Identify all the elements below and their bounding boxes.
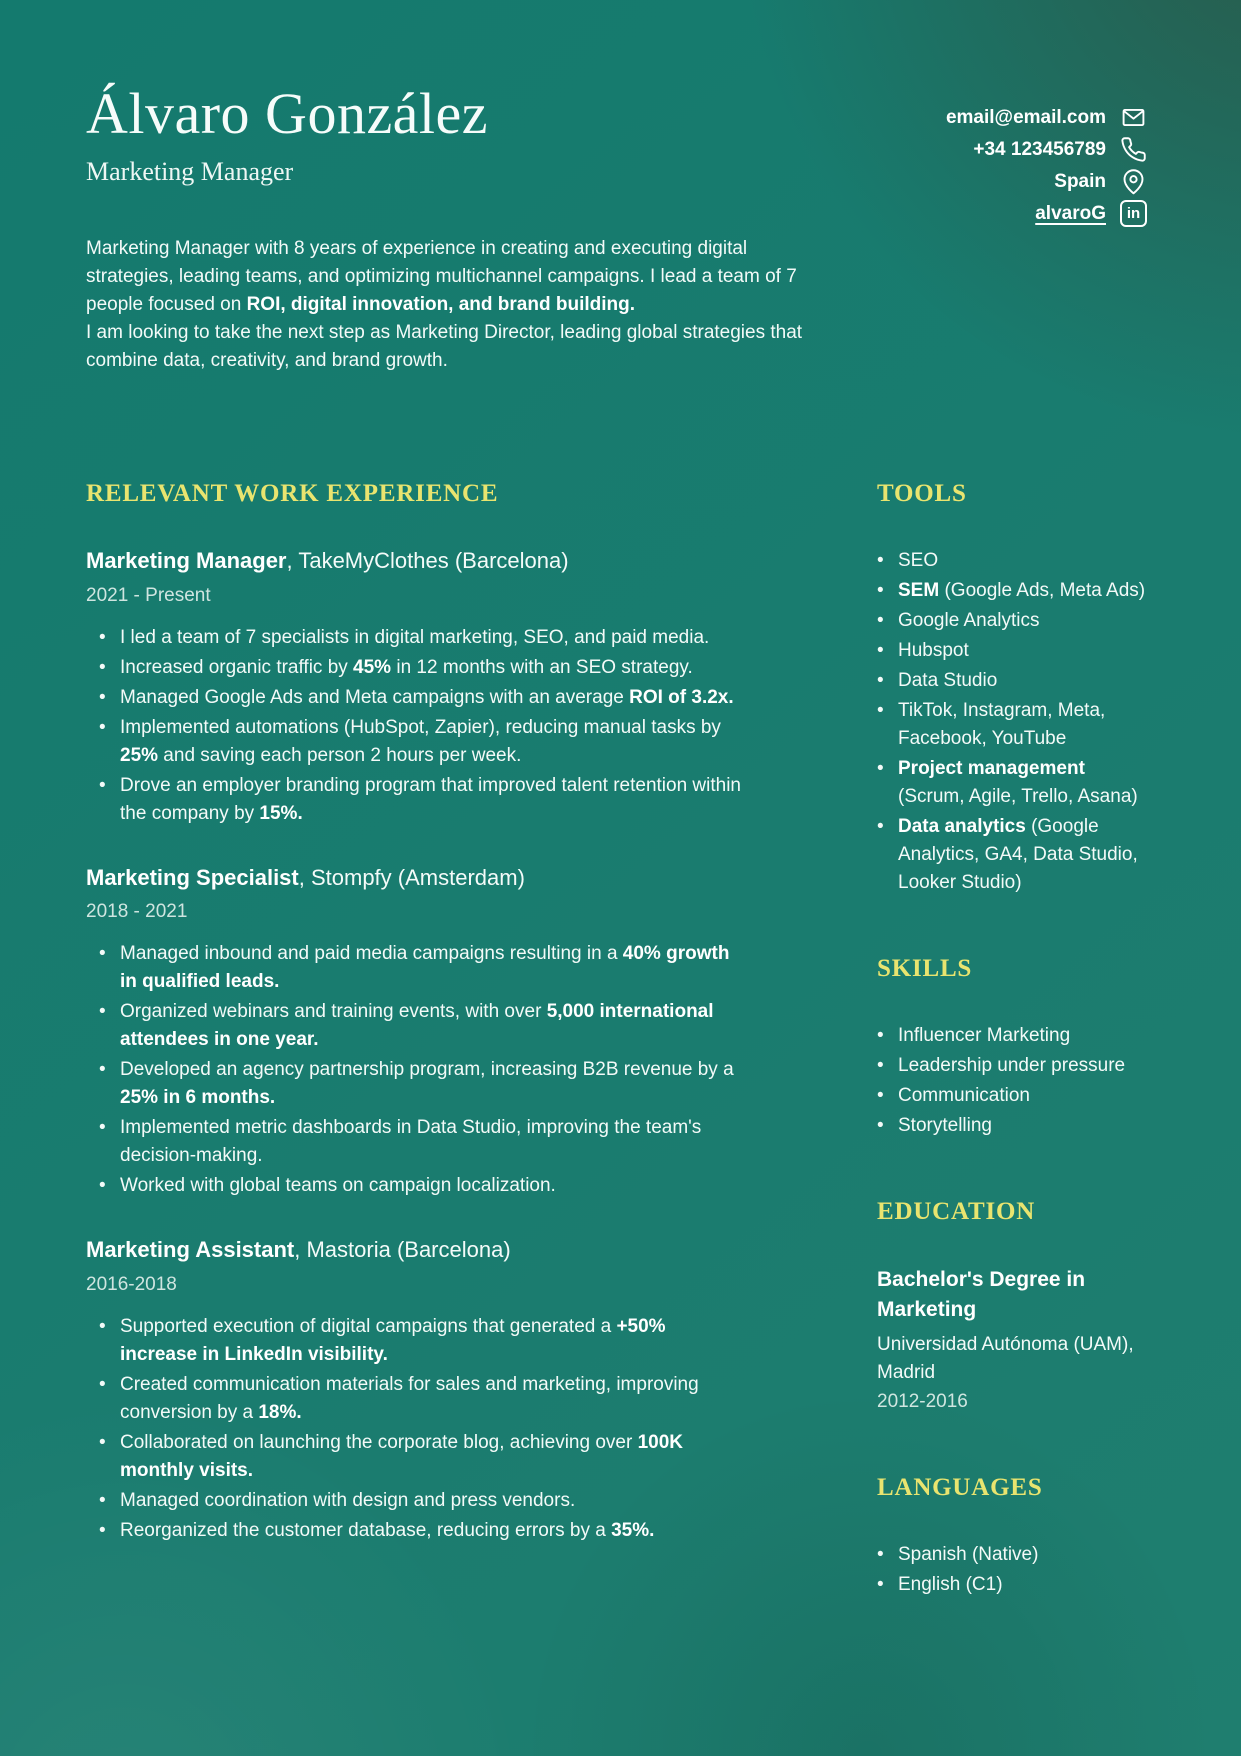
tool-item (877, 755, 1149, 811)
bold-text: 25% in 6 months. (120, 1087, 276, 1108)
bold-text: SEM (898, 580, 940, 601)
text: and saving each person 2 hours per week. (158, 744, 522, 766)
text: Influencer Marketing (898, 1025, 1071, 1046)
contact-phone (946, 136, 1147, 163)
job-bullets (86, 624, 746, 828)
education-degree: Bachelor's Degree in Marketing (877, 1268, 1086, 1321)
job-bullet (86, 1056, 746, 1112)
job-bullet (86, 1517, 746, 1545)
job-heading (86, 547, 746, 575)
language-item (877, 1541, 1149, 1569)
sidebar-column (877, 479, 1149, 1656)
header (86, 81, 1147, 227)
person-title: Marketing Manager (86, 157, 294, 187)
contact-linkedin-label[interactable]: alvaroG (1035, 202, 1106, 224)
text: Implemented automations (HubSpot, Zapier), reducing manual tasks by (120, 716, 721, 738)
linkedin-icon: in (1120, 200, 1147, 227)
job-entry (86, 1236, 746, 1545)
section-languages (877, 1473, 1149, 1599)
skill-item (877, 1082, 1149, 1110)
experience-heading: RELEVANT WORK EXPERIENCE (86, 480, 499, 507)
text: Worked with global teams on campaign localization. (120, 1175, 556, 1196)
text: (Google Analytics, GA4, Data Studio, Looker Studio) (898, 816, 1138, 893)
job-dates: 2018 - 2021 (86, 901, 188, 922)
bold-text: 40% growth in qualified leads. (120, 943, 730, 992)
job-bullet (86, 714, 746, 770)
job-dates: 2016-2018 (86, 1273, 177, 1295)
bold-text: 25% (120, 744, 159, 766)
contact-email-label: email@email.com (945, 106, 1106, 128)
job-bullet (86, 940, 746, 996)
text: Collaborated on launching the corporate blog, achieving over (120, 1431, 638, 1453)
education-school: Universidad Autónoma (UAM), Madrid (877, 1334, 1134, 1383)
text: SEO (898, 550, 939, 571)
job-role: Marketing Manager (86, 548, 287, 573)
text: Communication (898, 1085, 1030, 1106)
tool-item (877, 813, 1149, 897)
job-entry (86, 864, 746, 1201)
job-company: , Mastoria (Barcelona) (294, 1237, 511, 1262)
skill-item (877, 1052, 1149, 1080)
skills-list (877, 1022, 1149, 1140)
job-bullet (86, 1114, 746, 1170)
section-education (877, 1197, 1149, 1416)
bold-text: 35%. (611, 1519, 655, 1541)
section-tools (877, 479, 1149, 897)
text: (Google Ads, Meta Ads) (939, 580, 1146, 601)
text: Hubspot (898, 640, 969, 661)
contact-linkedin (946, 200, 1147, 227)
job-bullet (86, 772, 746, 828)
job-bullet (86, 1487, 746, 1515)
bold-text: ROI, digital innovation, and brand building. (246, 294, 636, 315)
text: Google Analytics (898, 610, 1040, 631)
text: Implemented metric dashboards in Data Studio, improving the team's decision-making. (120, 1117, 702, 1166)
job-heading (86, 864, 746, 892)
text: Leadership under pressure (898, 1055, 1126, 1076)
text: Managed Google Ads and Meta campaigns with an average (120, 686, 630, 708)
job-role: Marketing Specialist (86, 864, 299, 890)
text: Managed coordination with design and press vendors. (120, 1489, 576, 1511)
contact-location-label: Spain (1054, 170, 1106, 192)
text: I am looking to take the next step as Marketing Director, leading global strategies that combine data, creativity, and brand growth. (86, 322, 803, 371)
tool-item (877, 667, 1149, 695)
bold-text: ROI of 3.2x. (629, 686, 734, 708)
skill-item (877, 1022, 1149, 1050)
tool-item (877, 637, 1149, 665)
languages-heading: LANGUAGES (877, 1474, 1043, 1501)
text: (Scrum, Agile, Trello, Asana) (898, 786, 1138, 807)
job-bullet (86, 1313, 746, 1369)
text: Marketing Manager with 8 years of experience in creating and executing digital strategies, leading teams, and optimizing multichannel campaigns. I lead a team of 7 people focused on (86, 238, 797, 315)
job-company: , Stompfy (Amsterdam) (298, 864, 525, 890)
location-icon (1120, 168, 1147, 195)
bold-text: 45% (353, 656, 392, 678)
contact-block (946, 104, 1147, 227)
text: Storytelling (898, 1115, 992, 1136)
profile-summary (86, 235, 834, 375)
job-bullet (86, 1172, 746, 1200)
text: I led a team of 7 specialists in digital marketing, SEO, and paid media. (120, 626, 710, 648)
job-heading (86, 1236, 746, 1264)
text: Organized webinars and training events, with over (120, 1001, 547, 1022)
tool-item (877, 697, 1149, 753)
education-dates: 2012-2016 (877, 1391, 968, 1412)
education-heading: EDUCATION (877, 1198, 1036, 1225)
summary-paragraph (86, 319, 834, 375)
email-icon (1120, 104, 1147, 131)
text: Increased organic traffic by (120, 656, 354, 678)
job-bullet (86, 624, 746, 652)
text: Data Studio (898, 670, 998, 691)
person-name: Álvaro González (86, 81, 489, 146)
content-columns (86, 479, 1147, 1656)
bold-text: 18%. (258, 1401, 302, 1423)
phone-icon (1120, 136, 1147, 163)
text: Drove an employer branding program that improved talent retention within the company by (120, 774, 741, 824)
job-bullet (86, 684, 746, 712)
identity-block (86, 81, 489, 187)
tool-item (877, 547, 1149, 575)
job-dates: 2021 - Present (86, 584, 211, 606)
languages-list (877, 1541, 1149, 1599)
tools-heading: TOOLS (877, 480, 967, 507)
bold-text: 5,000 international attendees in one year. (120, 1001, 714, 1050)
job-bullets (86, 940, 746, 1200)
bold-text: Data analytics (898, 816, 1026, 837)
text: in 12 months with an SEO strategy. (391, 656, 693, 678)
tool-item (877, 577, 1149, 605)
job-list (86, 547, 746, 1545)
contact-phone-label: +34 123456789 (973, 138, 1106, 160)
job-bullet (86, 1429, 746, 1485)
job-role: Marketing Assistant (86, 1237, 295, 1262)
text: English (C1) (898, 1574, 1003, 1595)
job-bullet (86, 654, 746, 682)
job-bullets (86, 1313, 746, 1545)
job-company: , TakeMyClothes (Barcelona) (286, 548, 569, 573)
job-bullet (86, 998, 746, 1054)
bold-text: Project management (898, 758, 1085, 779)
tool-item (877, 607, 1149, 635)
bold-text: 15%. (259, 802, 303, 824)
skills-heading: SKILLS (877, 955, 973, 982)
text: Reorganized the customer database, reducing errors by a (120, 1519, 612, 1541)
contact-location (946, 168, 1147, 195)
text: Managed inbound and paid media campaigns resulting in a (120, 943, 623, 964)
language-item (877, 1571, 1149, 1599)
job-entry (86, 547, 746, 828)
summary-paragraph (86, 235, 834, 319)
skill-item (877, 1112, 1149, 1140)
bold-text: 100K monthly visits. (120, 1431, 683, 1481)
text: TikTok, Instagram, Meta, Facebook, YouTube (898, 700, 1106, 749)
contact-email (946, 104, 1147, 131)
section-experience (86, 479, 746, 1656)
text: Spanish (Native) (898, 1544, 1039, 1565)
text: Supported execution of digital campaigns that generated a (120, 1315, 617, 1337)
section-skills (877, 954, 1149, 1140)
bold-text: +50% increase in LinkedIn visibility. (120, 1315, 666, 1365)
tools-list (877, 547, 1149, 897)
text: Developed an agency partnership program, increasing B2B revenue by a (120, 1059, 734, 1080)
text: Created communication materials for sales and marketing, improving conversion by a (120, 1373, 699, 1423)
job-bullet (86, 1371, 746, 1427)
